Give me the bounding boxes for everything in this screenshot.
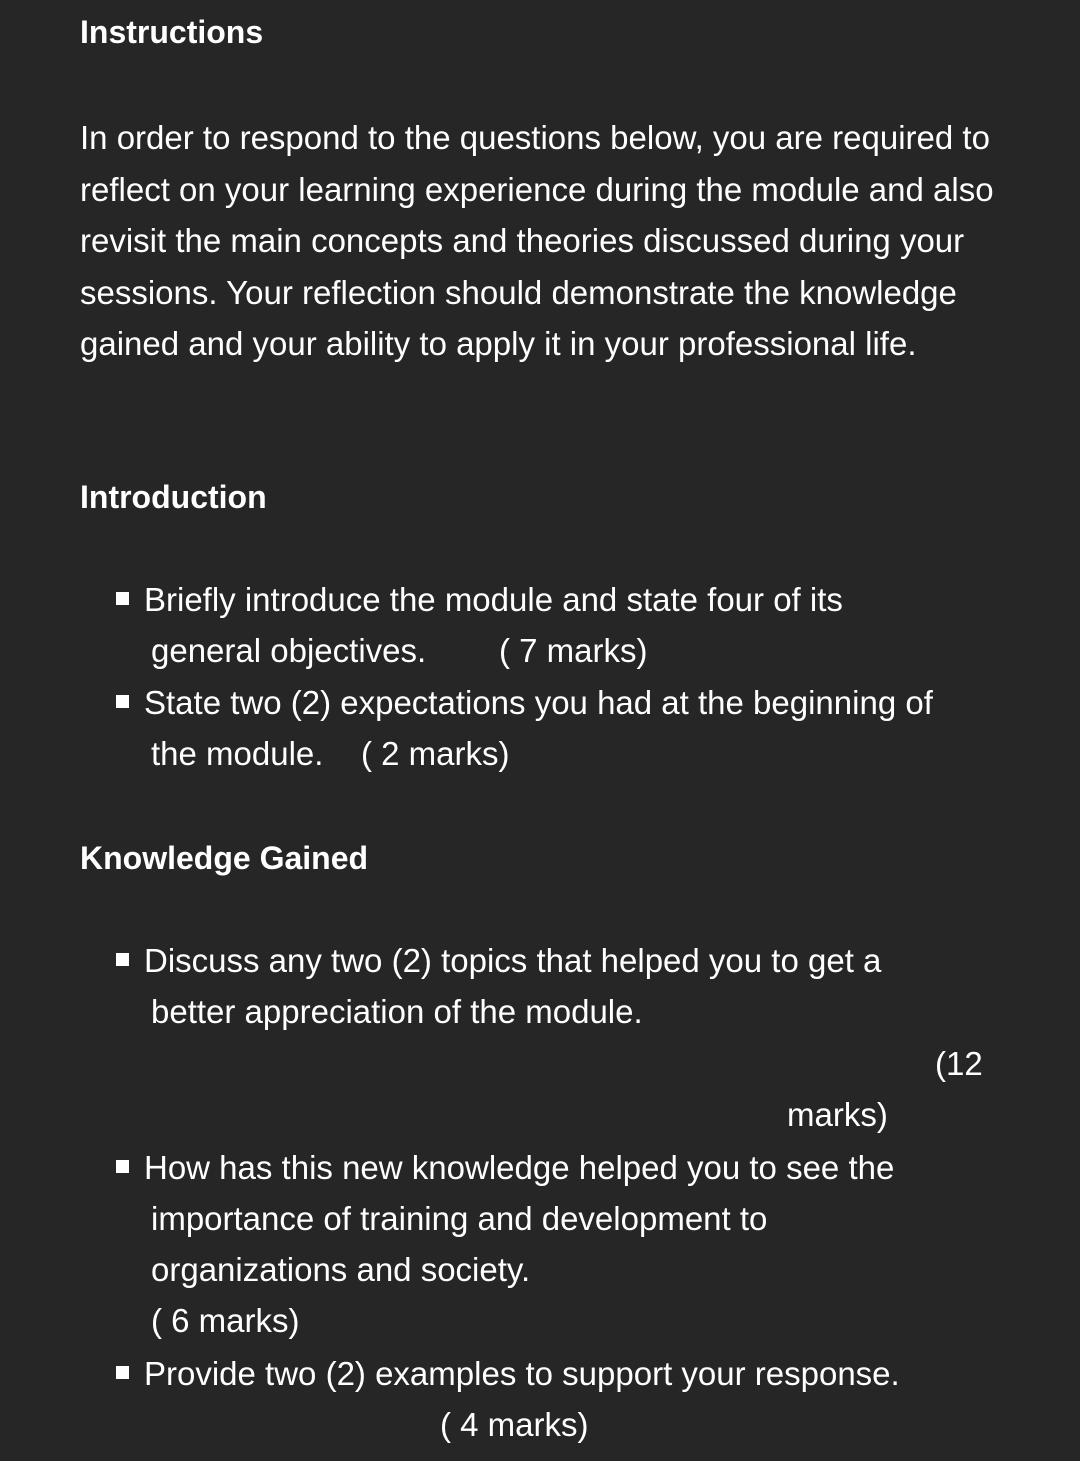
instructions-paragraph: In order to respond to the questions below, you are required to reflect on your learning experience during the module and also revisit the main concepts and theories discussed during your sessions. Your reflection should demonstrate the knowledge gained and your ability to apply it in your professional life. [80, 119, 994, 362]
bullet-icon [116, 695, 129, 708]
list-item-text: general objectives. [151, 632, 427, 669]
list-item-text: importance of training and development to [151, 1200, 768, 1237]
instructions-heading: Instructions [80, 14, 264, 50]
list-item-text: organizations and society. [151, 1251, 531, 1288]
knowledge-gained-heading: Knowledge Gained [80, 840, 369, 876]
marks-label: ( 6 marks) [151, 1302, 300, 1339]
bullet-icon [116, 1160, 129, 1173]
list-item-text: the module. [151, 735, 324, 772]
bullet-icon [116, 592, 129, 605]
bullet-icon [116, 1366, 129, 1379]
list-item-text: Briefly introduce the module and state four of its [144, 581, 843, 618]
marks-label: ( 7 marks) [499, 632, 648, 669]
introduction-heading: Introduction [80, 479, 267, 515]
list-item-text: Discuss any two (2) topics that helped you to get a [144, 942, 882, 979]
list-item-text: Provide two (2) examples to support your response. [144, 1355, 900, 1392]
marks-label: marks) [787, 1096, 888, 1133]
marks-label: ( 2 marks) [361, 735, 510, 772]
list-item-text: State two (2) expectations you had at the beginning of [144, 684, 933, 721]
bullet-icon [116, 953, 129, 966]
marks-label: ( 4 marks) [440, 1406, 589, 1443]
list-item-text: better appreciation of the module. [151, 993, 643, 1030]
marks-label: (12 [935, 1045, 983, 1082]
list-item-text: How has this new knowledge helped you to see the [144, 1149, 895, 1186]
